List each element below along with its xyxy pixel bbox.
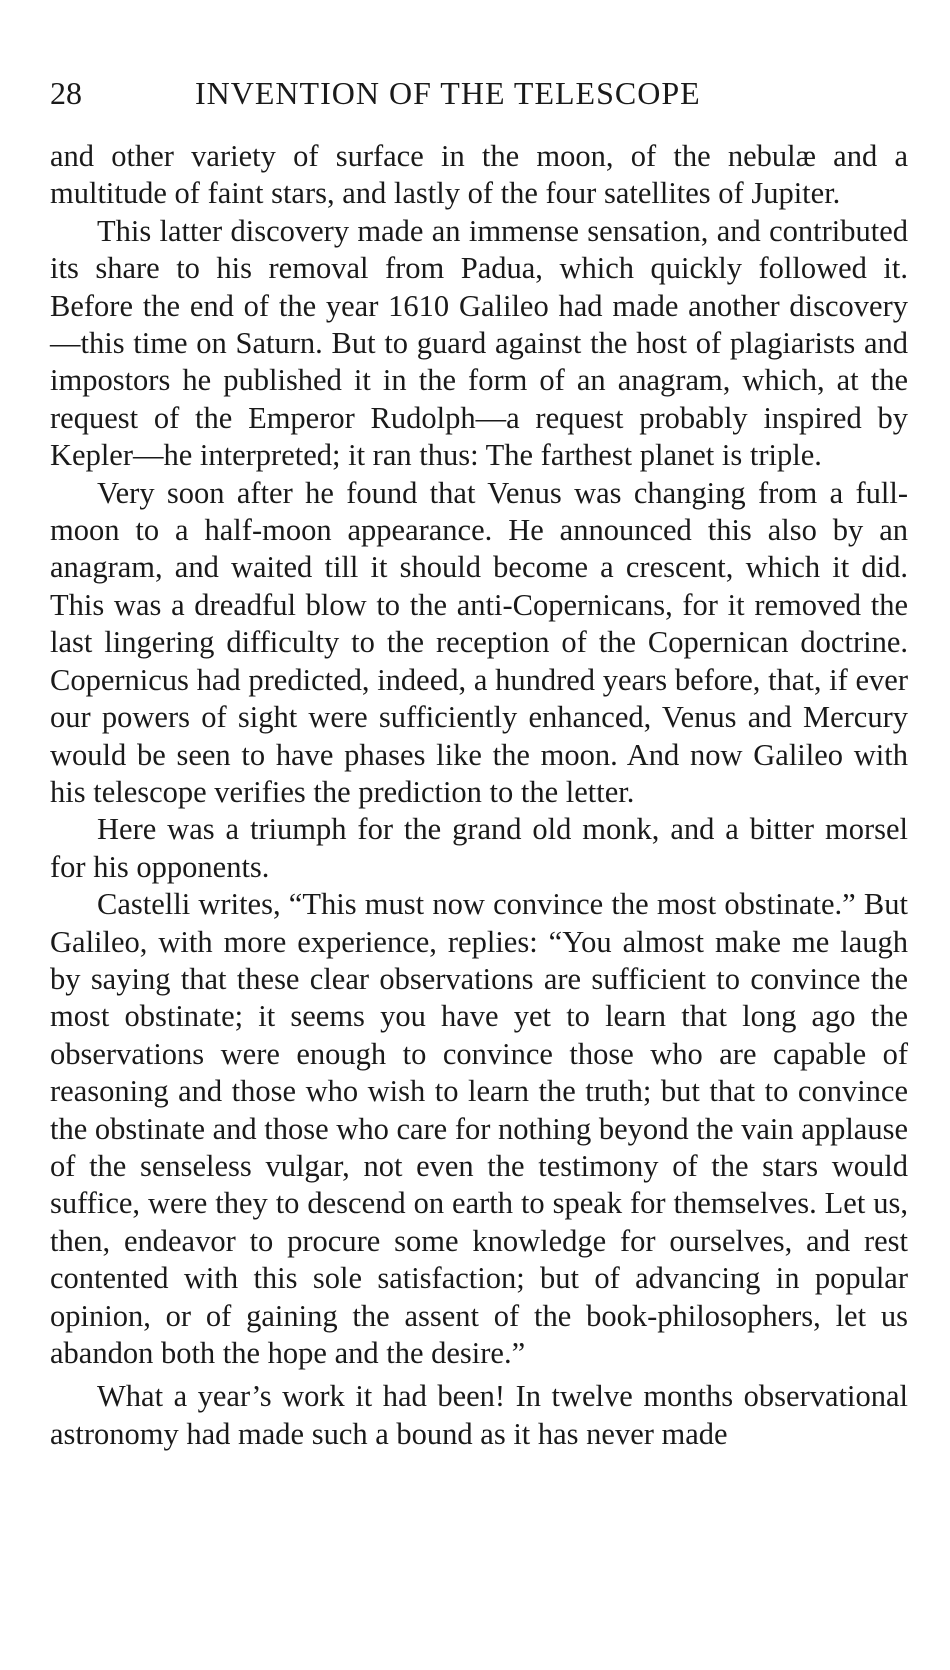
paragraph-triumph: Here was a triumph for the grand old monk, and a bitter morsel for his opponents. xyxy=(50,812,908,884)
running-head xyxy=(50,68,908,118)
page-number: 28 xyxy=(50,75,82,111)
paragraph-venus-phases: Very soon after he found that Venus was changing from a full-moon to a half-moon appearance. He announced this also by an anagram, and waited till it should become a crescent, which it did. This was a dreadful blow to the anti-Copernicans, for it removed the last lingering difficulty to the reception of the Copernican doctrine. Copernicus had predicted, indeed, a hundred years before, that, if ever our powers of sight were sufficiently enhanced, Venus and Mercury would be seen to have phases like the moon. And now Galileo with his telescope verifies the prediction to the letter. xyxy=(50,475,908,809)
running-title: INVENTION OF THE TELESCOPE xyxy=(195,75,701,111)
body-text xyxy=(50,138,908,1453)
paragraph-saturn-discovery: This latter discovery made an immense sensation, and contributed its share to his removal from Padua, which quickly followed it. Before the end of the year 1610 Galileo had made another discovery—this time on Saturn. But to guard against the host of plagiarists and impostors he published it in the form of an anagram, which, at the request of the Emperor Rudolph—a request probably inspired by Kepler—he interpreted; it ran thus: The farthest planet is triple. xyxy=(50,213,908,473)
paragraph-continuation: and other variety of surface in the moon, of the nebulæ and a multitude of faint stars, and lastly of the four satellites of Jupiter. xyxy=(50,139,908,211)
paragraph-year-work: What a year’s work it had been! In twelve months observational astronomy had made such a bound as it has never made xyxy=(50,1379,908,1451)
paragraph-castelli-quote: Castelli writes, “This must now convince the most obstinate.” But Galileo, with more experience, replies: “You almost make me laugh by saying that these clear observations are sufficient to convince the most obstinate; it seems you have yet to learn that long ago the observations were enough to convince those who are capable of reasoning and those who wish to learn the truth; but that to convince the obstinate and those who care for nothing beyond the vain applause of the senseless vulgar, not even the testimony of the stars would suffice, were they to descend on earth to speak for themselves. Let us, then, endeavor to procure some knowledge for ourselves, and rest contented with this sole satisfaction; but of advancing in popular opinion, or of gaining the assent of the book-philosophers, let us abandon both the hope and the desire.” xyxy=(50,887,908,1370)
